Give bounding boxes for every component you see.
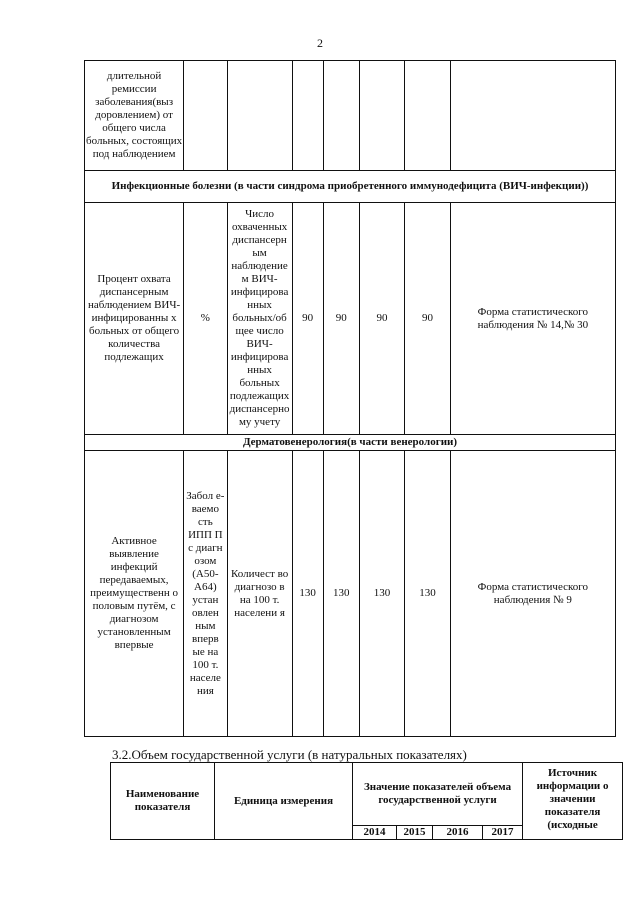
value-cell: 90 [292,203,323,435]
unit-cell: Забол е- ваемо сть ИПП П с диагн озом (А50- А64) устан овлен ным вперв ые на 100 т. населе ния [184,451,227,737]
column-header-values: Значение показателей объема государственной услуги [353,763,523,826]
table-row [85,203,616,435]
value-cell: 130 [292,451,323,737]
value-cell: 90 [405,203,450,435]
year-cell: 2014 [353,826,397,840]
year-cell: 2015 [397,826,433,840]
formula-cell: Количест во диагнозо в на 100 т. населени я [227,451,292,737]
column-header-unit: Единица измерения [215,763,353,840]
section-row [85,435,616,451]
section-row [85,171,616,203]
indicators-table [84,60,616,737]
table-row [85,451,616,737]
table-row [85,61,616,171]
source-cell: Форма статистического наблюдения № 14,№ 30 [450,203,615,435]
year-cell: 2016 [433,826,483,840]
column-header-name: Наименование показателя [111,763,215,840]
table-header-row [111,763,623,826]
value-cell: 130 [405,451,450,737]
value-cell: 130 [359,451,404,737]
section-heading: Инфекционные болезни (в части синдрома приобретенного иммунодефицита (ВИЧ-инфекции)) [85,171,616,203]
indicator-name: Активное выявление инфекций передаваемых, преимущественн о половым путём, с диагнозом установленным впервые [85,451,184,737]
formula-cell: Число охваченных диспансерн ым наблюдение м ВИЧ-инфицирова нных больных/об щее число ВИЧ-инфицирова нных больных подлежащих диспансерно му учету [227,203,292,435]
year-cell: 2017 [483,826,523,840]
page-number: 2 [317,36,323,50]
unit-cell: % [184,203,227,435]
indicator-name: длительной ремиссии заболевания(выз доровлением) от общего числа больных, состоящих под наблюдением [85,61,184,171]
section-heading: Дерматовенерология(в части венерологии) [85,435,616,451]
source-cell: Форма статистического наблюдения № 9 [450,451,615,737]
volume-table [110,762,623,840]
indicator-name: Процент охвата диспансерным наблюдением ВИЧ-инфицированны х больных от общего количества подлежащих [85,203,184,435]
value-cell: 130 [323,451,359,737]
subsection-heading: 3.2.Объем государственной услуги (в натуральных показателях) [112,747,467,762]
column-header-source: Источник информации о значении показателя (исходные [523,763,623,840]
value-cell: 90 [323,203,359,435]
value-cell: 90 [359,203,404,435]
